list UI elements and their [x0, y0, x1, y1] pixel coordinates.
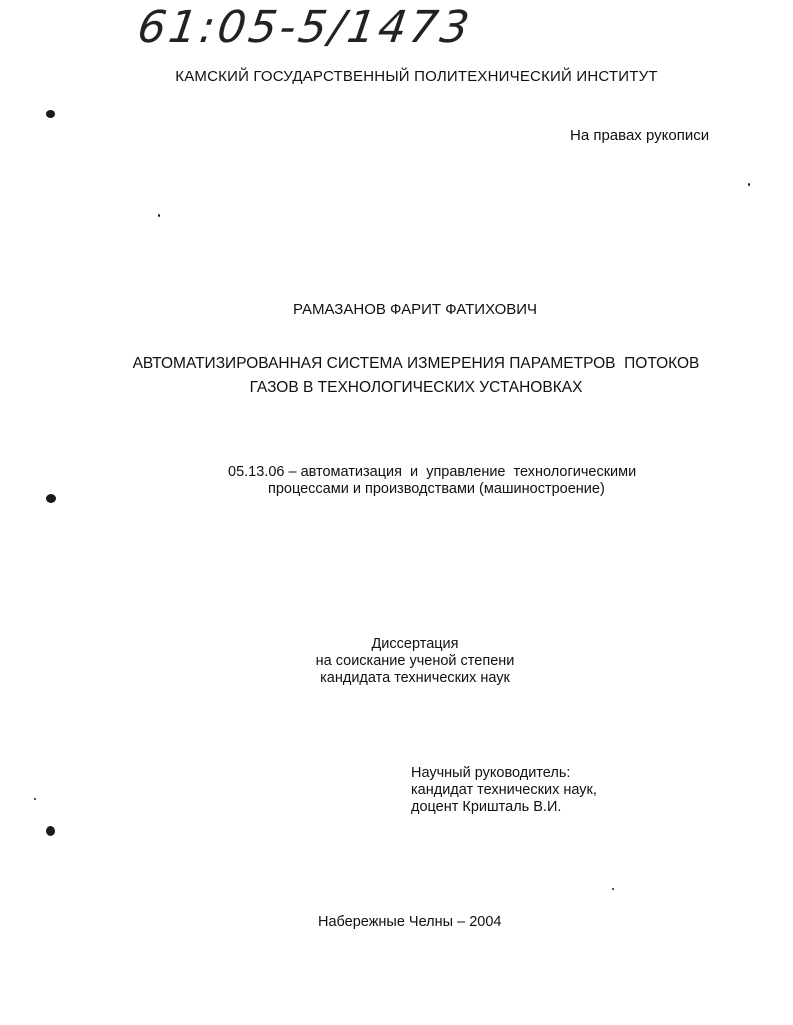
institute-name: КАМСКИЙ ГОСУДАРСТВЕННЫЙ ПОЛИТЕХНИЧЕСКИЙ ИНСТИТУТ: [175, 68, 658, 85]
scan-speck: [46, 494, 56, 503]
author-name: РАМАЗАНОВ ФАРИТ ФАТИХОВИЧ: [292, 301, 538, 318]
supervisor-line: доцент Кришталь В.И.: [411, 799, 562, 815]
supervisor-line: Научный руководитель:: [411, 765, 571, 781]
degree-line: на соискание ученой степени: [315, 653, 515, 669]
rights-note: На правах рукописи: [570, 127, 710, 144]
scan-speck: [46, 110, 55, 118]
dissertation-degree-block: [300, 636, 530, 687]
scan-speck: [34, 798, 36, 800]
city-year: Набережные Челны – 2004: [318, 914, 502, 930]
degree-line: Диссертация: [371, 636, 459, 652]
handwritten-archive-code: 61:05-5/1473: [134, 2, 476, 53]
supervisor-line: кандидат технических наук,: [411, 782, 597, 798]
scan-speck: [612, 888, 614, 890]
dissertation-title: [0, 352, 793, 400]
specialty-line: процессами и производствами (машиностроение): [268, 481, 605, 497]
supervisor-block: [411, 765, 597, 816]
specialty-code: [228, 464, 688, 498]
specialty-line: 05.13.06 – автоматизация и управление технологическими: [228, 464, 637, 480]
scan-speck: [158, 214, 160, 217]
title-line: АВТОМАТИЗИРОВАННАЯ СИСТЕМА ИЗМЕРЕНИЯ ПАРАМЕТРОВ ПОТОКОВ: [132, 355, 700, 372]
degree-line: кандидата технических наук: [320, 670, 510, 686]
scan-speck: [748, 183, 750, 186]
title-line: ГАЗОВ В ТЕХНОЛОГИЧЕСКИХ УСТАНОВКАХ: [249, 379, 583, 396]
scan-speck: [46, 826, 55, 836]
